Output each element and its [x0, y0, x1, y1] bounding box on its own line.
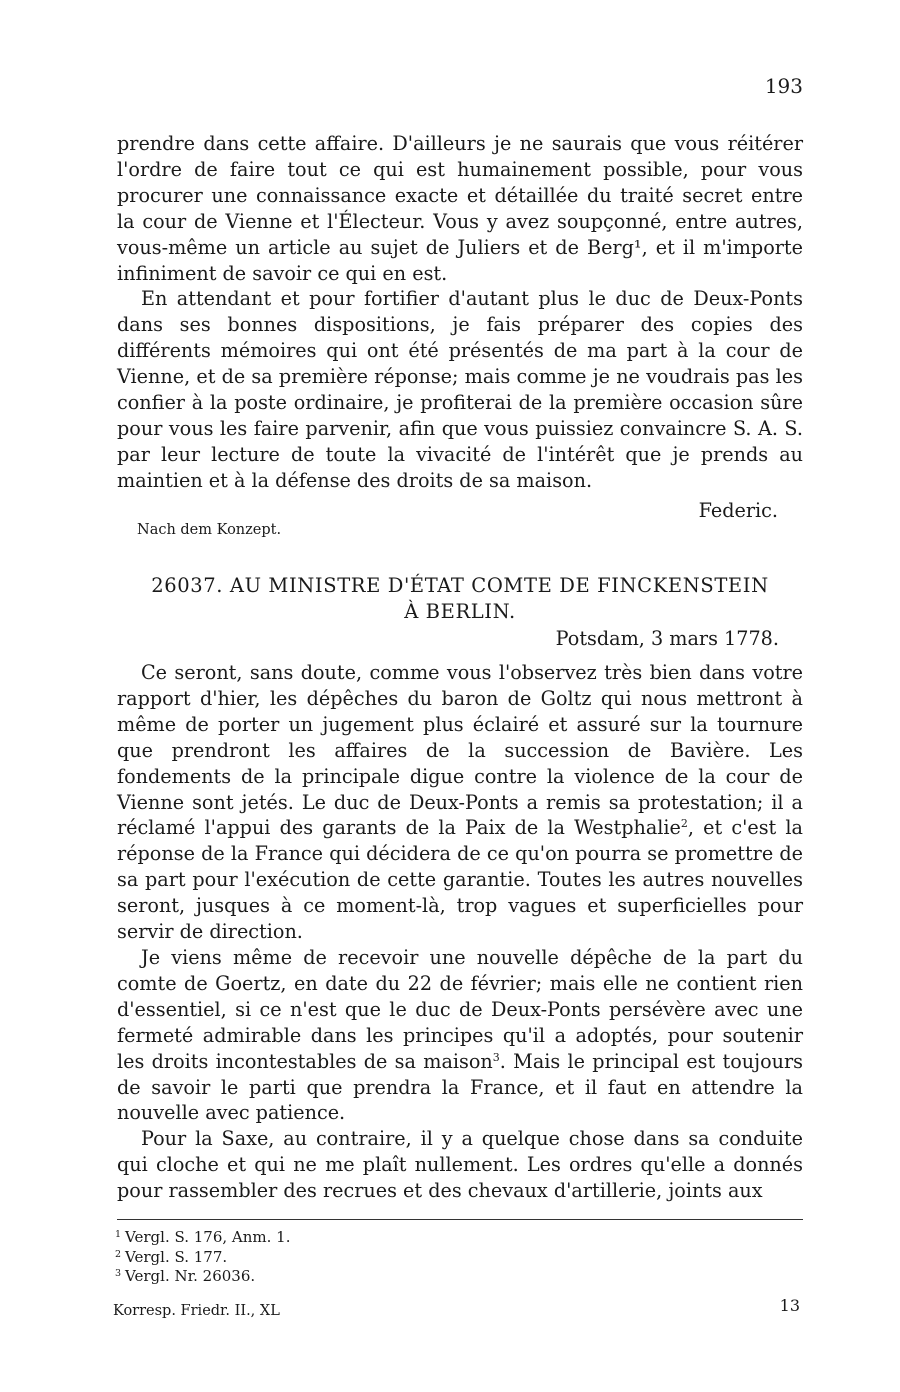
letter-body [117, 660, 803, 1204]
letter-heading [117, 573, 803, 625]
signature-number: 13 [779, 1296, 800, 1315]
footnote [115, 1228, 291, 1248]
footnote-text: Vergl. S. 177. [125, 1247, 228, 1266]
paragraph [117, 945, 803, 1126]
footnotes [115, 1228, 291, 1287]
paragraph-text: . Mais le principal est toujours de savoir le parti que prendra la France, et il faut en attendre la nouvelle avec patience. [117, 1049, 803, 1125]
place-date: Potsdam, 3 mars 1778. [555, 627, 779, 650]
collection-title: Korresp. Friedr. II., XL [113, 1303, 280, 1319]
paragraph-text: Ce seront, sans doute, comme vous l'observez très bien dans votre rapport d'hier, les dépêches du baron de Goltz qui nous mettront à même de porter un jugement plus éclairé et assuré sur la tournure que prendront les affaires de la succession de Bavière. Les fondements de la principale digue contre la violence de la cour de Vienne sont jetés. Le duc de Deux-Ponts a remis sa protestation; il a réclamé l'appui des garants de la Paix de la Westphalie [117, 661, 803, 840]
footnote-text: Vergl. S. 176, Anm. 1. [125, 1228, 291, 1246]
heading-line [117, 573, 803, 599]
paragraph: Pour la Saxe, au contraire, il y a quelque chose dans sa conduite qui cloche et qui ne me plaît nullement. Les ordres qu'elle a donnés pour rassembler des recrues et des chevaux d'artillerie, joints aux [117, 1127, 803, 1203]
footnote-mark: 3 [115, 1268, 122, 1279]
letter-number: 26037. [151, 574, 224, 597]
source-note: Nach dem Konzept. [137, 522, 282, 538]
paragraph-text: , et c'est la réponse de la France qui décidera de ce qu'on pourra se promettre de sa part pour l'exécution de cette garantie. Toutes les autres nouvelles seront, jusques à ce moment-là, trop vagues et superficielles pour servir de direction. [117, 816, 803, 944]
paragraph-text: Je viens même de recevoir une nouvelle dépêche de la part du comte de Goertz, en date du 22 de février; mais elle ne contient rien d'essentiel, si ce n'est que le duc de Deux-Ponts persévère avec une fermeté admirable dans les principes qu'il a adoptés, pour soutenir les droits incontestables de sa maison [117, 945, 803, 1073]
footnote-text: Vergl. Nr. 26036. [125, 1267, 256, 1285]
paragraph: En attendant et pour fortifier d'autant plus le duc de Deux-Ponts dans ses bonnes dispositions, je fais préparer des copies des différents mémoires qui ont été présentés de ma part à la cour de Vienne, et de sa première réponse; mais comme je ne voudrais pas les confier à la poste ordinaire, je profiterai de la première occasion sûre pour vous les faire parvenir, afin que vous puissiez convaincre S. A. S. par leur lecture de toute la vivacité de l'intérêt que je prends au maintien et à la défense des droits de sa maison. [117, 287, 803, 492]
letter-end-text [117, 131, 803, 494]
footnote [115, 1248, 291, 1268]
footnote-ref: 2 [680, 817, 688, 831]
footnote [115, 1267, 291, 1287]
paragraph [117, 660, 803, 945]
signature: Federic. [698, 499, 778, 522]
footnote-ref: 3 [492, 1050, 500, 1064]
footnote-mark: 1 [115, 1229, 122, 1240]
page-number: 193 [764, 74, 803, 98]
heading-title: AU MINISTRE D'ÉTAT COMTE DE FINCKENSTEIN [229, 574, 769, 597]
paragraph: prendre dans cette affaire. D'ailleurs je ne saurais que vous réitérer l'ordre de faire tout ce qui est humainement possible, pour vous procurer une connaissance exacte et détaillée du traité secret entre la cour de Vienne et l'Électeur. Vous y avez soupçonné, entre autres, vous-même un article au sujet de Juliers et de Berg¹, et il m'importe infiniment de savoir ce qui en est. [117, 132, 803, 285]
heading-subline: À BERLIN. [404, 600, 516, 623]
footnote-mark: 2 [115, 1248, 122, 1260]
footnote-rule [117, 1219, 803, 1220]
